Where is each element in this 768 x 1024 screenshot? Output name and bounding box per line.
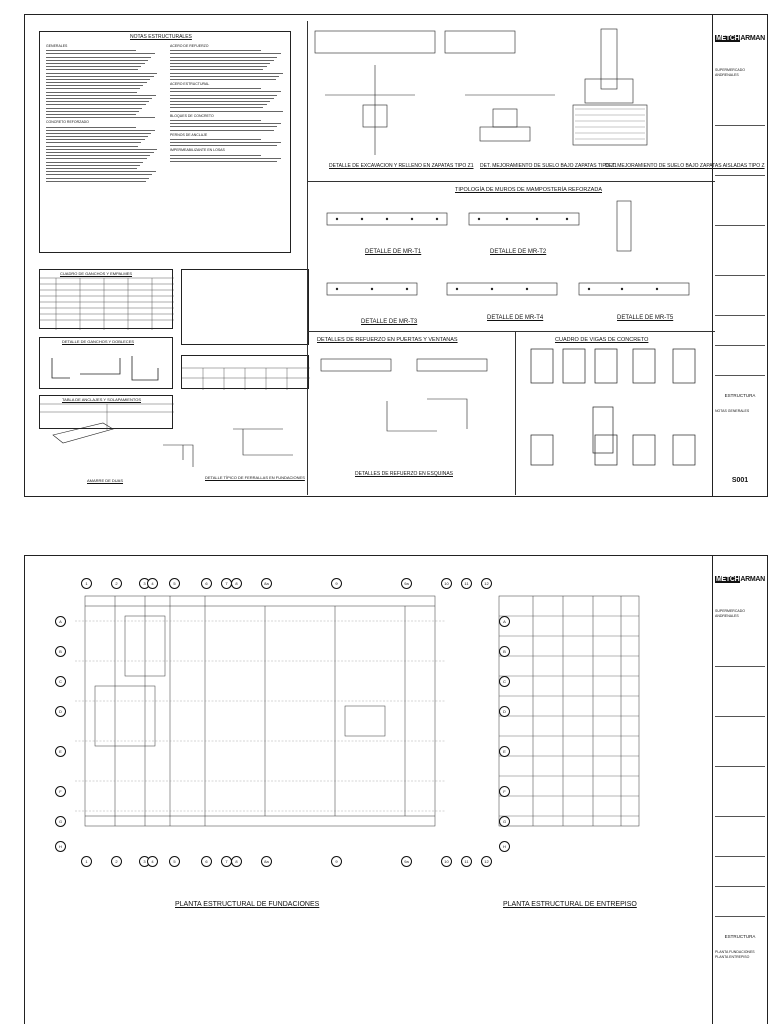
- grid-bubble: 10: [441, 578, 452, 589]
- general-notes-panel: [39, 31, 291, 253]
- note-text-line: [46, 98, 152, 99]
- grid-bubble: 3: [139, 856, 150, 867]
- grid-bubble: D: [499, 706, 510, 717]
- grid-bubble: 2: [111, 578, 122, 589]
- grid-bubble: 2: [111, 856, 122, 867]
- note-text-line: [170, 63, 270, 64]
- sheet-number: S001: [731, 477, 749, 484]
- grid-bubble: 1: [81, 578, 92, 589]
- tipologia-title: TIPOLOGÍA DE MUROS DE MAMPOSTERÍA REFORZADA: [455, 187, 602, 193]
- note-text-line: [170, 130, 274, 131]
- notes-column-right: [170, 44, 284, 164]
- note-text-line: [46, 174, 152, 175]
- note-text-line: [46, 111, 139, 112]
- grid-bubble: 8: [231, 578, 242, 589]
- grid-bubble: 4: [147, 856, 158, 867]
- grid-bubble: F: [499, 786, 510, 797]
- ferralla-title: DETALLE TÍPICO DE FERRALLAS EN FUNDACIONES: [205, 475, 305, 480]
- grid-bubble: 6: [201, 856, 212, 867]
- grid-bubble: G: [55, 816, 66, 827]
- drawing-sheet-plans: [24, 555, 768, 1024]
- note-text-line: [46, 158, 147, 159]
- note-text-line: [46, 127, 136, 128]
- note-text-line: [170, 60, 274, 61]
- note-text-line: [46, 171, 156, 172]
- divider-h1: [307, 181, 715, 182]
- anchors-title: TABLA DE ANCLAJES Y SOLAPAMIENTOS: [62, 397, 141, 402]
- note-text-line: [170, 50, 261, 51]
- esquinas-title: DETALLES DE REFUERZO EN ESQUINAS: [355, 471, 453, 477]
- footing-sketches: [43, 415, 303, 475]
- firm-logo: METCHARMAN: [716, 576, 765, 583]
- masonry-walls: [317, 201, 707, 311]
- note-text-line: [170, 142, 281, 143]
- note-text-line: [46, 108, 142, 109]
- vigas-title: CUADRO DE VIGAS DE CONCRETO: [555, 337, 649, 343]
- splice-table: [39, 269, 173, 329]
- note-text-line: [46, 162, 143, 163]
- note-text-line: [170, 79, 276, 80]
- note-text-line: [46, 88, 140, 89]
- discipline-label: ESTRUCTURA: [724, 393, 756, 398]
- note-text-line: [170, 98, 274, 99]
- note-text-line: [46, 53, 155, 54]
- note-text-line: [170, 107, 263, 108]
- grid-bubble: B: [55, 646, 66, 657]
- mr-t2-title: DETALLE DE MR-T2: [490, 249, 547, 255]
- grid-bubble: 4: [147, 578, 158, 589]
- note-text-line: [46, 79, 150, 80]
- grid-bubble: H: [499, 841, 510, 852]
- misc-detail-b-grid: [182, 356, 310, 390]
- mr-t5-title: DETALLE DE MR-T5: [617, 315, 674, 321]
- grid-bubble: B: [499, 646, 510, 657]
- grid-bubble: 1: [81, 856, 92, 867]
- hooks-drawing: [40, 338, 174, 390]
- note-text-line: [46, 60, 148, 61]
- mr-t3-title: DETALLE DE MR-T3: [361, 319, 418, 325]
- notes-column-left: [46, 44, 158, 184]
- note-text-line: [46, 178, 149, 179]
- note-text-line: [46, 85, 143, 86]
- note-text-line: [170, 88, 261, 89]
- grid-bubble: 12: [481, 856, 492, 867]
- note-text-line: [46, 181, 146, 182]
- grid-bubble: E: [499, 746, 510, 757]
- grid-bubble: D: [55, 706, 66, 717]
- note-text-line: [170, 53, 281, 54]
- notes-heading: IMPERMEABILIZANTE EN LOSAS: [170, 148, 225, 153]
- note-text-line: [46, 165, 140, 166]
- note-text-line: [46, 104, 146, 105]
- grid-bubble: 8: [231, 856, 242, 867]
- grid-bubble: 9a: [401, 856, 412, 867]
- note-text-line: [170, 95, 277, 96]
- project-name: SUPERMERCADO ANDRENALES: [715, 609, 745, 618]
- grid-bubble: 7: [221, 856, 232, 867]
- sheet-name: NOTAS GENERALES: [715, 409, 750, 413]
- note-text-line: [170, 101, 270, 102]
- note-text-line: [46, 95, 156, 96]
- note-text-line: [46, 139, 145, 140]
- note-text-line: [46, 82, 147, 83]
- note-text-line: [46, 146, 138, 147]
- mr-t4-title: DETALLE DE MR-T4: [487, 315, 544, 321]
- divider-v2: [515, 331, 516, 495]
- grid-bubble: 3: [139, 578, 150, 589]
- note-text-line: [46, 69, 138, 70]
- improv2-title: DET. MEJORAMIENTO DE SUELO BAJO ZAPATAS AISLADAS TIPO Z: [605, 163, 765, 169]
- grid-bubble: 10: [441, 856, 452, 867]
- discipline-label: ESTRUCTURA: [724, 934, 756, 939]
- note-text-line: [170, 76, 279, 77]
- note-text-line: [46, 155, 150, 156]
- notes-heading: BLOQUES DE CONCRETO: [170, 113, 214, 118]
- amarre-title: AMARRE DE DUAS: [87, 478, 124, 483]
- note-text-line: [46, 142, 141, 143]
- grid-bubble: F: [55, 786, 66, 797]
- grid-bubble: E: [55, 746, 66, 757]
- grid-bubble: A: [499, 616, 510, 627]
- grid-bubble: 9: [331, 578, 342, 589]
- mezzanine-plan-title: PLANTA ESTRUCTURAL DE ENTREPISO: [503, 901, 637, 908]
- note-text-line: [46, 66, 141, 67]
- note-text-line: [46, 101, 149, 102]
- foundation-plan-drawing: [75, 576, 455, 866]
- project-name: SUPERMERCADO ANDRENALES: [715, 68, 745, 77]
- note-text-line: [46, 149, 157, 150]
- sheet-divider: [307, 21, 308, 495]
- grid-bubble: 12: [481, 578, 492, 589]
- grid-bubble: 9: [331, 856, 342, 867]
- sheet-name: PLANTA FUNDACIONES PLANTA ENTREPISO: [715, 950, 755, 959]
- note-text-line: [46, 92, 137, 93]
- note-text-line: [170, 120, 261, 121]
- notes-heading: ACERO ESTRUCTURAL: [170, 82, 210, 87]
- puertas-title: DETALLES DE REFUERZO EN PUERTAS Y VENTANAS: [317, 337, 458, 343]
- notes-heading: CONCRETO REFORZADO: [46, 120, 89, 125]
- excav-title: DETALLE DE EXCAVACION Y RELLENO EN ZAPATAS TIPO Z1: [329, 163, 474, 169]
- note-text-line: [46, 57, 151, 58]
- grid-bubble: 7: [221, 578, 232, 589]
- note-text-line: [170, 69, 263, 70]
- note-text-line: [170, 73, 283, 74]
- title-block-2: [712, 556, 767, 1024]
- note-text-line: [170, 158, 281, 159]
- note-text-line: [46, 63, 145, 64]
- note-text-line: [170, 57, 277, 58]
- grid-bubble: C: [55, 676, 66, 687]
- hooks-detail: [39, 337, 173, 389]
- note-text-line: [46, 168, 137, 169]
- notes-heading: GENERALES: [46, 44, 68, 48]
- firm-logo: METCHARMAN: [716, 35, 765, 42]
- grid-bubble: 5: [169, 578, 180, 589]
- foundation-sections: [315, 25, 715, 155]
- note-text-line: [46, 114, 136, 115]
- beam-sections: [523, 345, 713, 485]
- grid-bubble: 11: [461, 578, 472, 589]
- notes-heading: ACERO DE REFUERZO: [170, 44, 209, 48]
- note-text-line: [46, 133, 151, 134]
- note-text-line: [170, 126, 277, 127]
- note-text-line: [46, 76, 154, 77]
- note-text-line: [170, 91, 281, 92]
- note-text-line: [46, 117, 155, 118]
- grid-bubble: 9a: [401, 578, 412, 589]
- misc-detail-b: [181, 355, 309, 389]
- grid-bubble: 8a: [261, 578, 272, 589]
- hooks-title: DETALLE DE GANCHOS Y DOBLECES: [62, 339, 135, 344]
- mezzanine-plan-drawing: [493, 576, 653, 866]
- note-text-line: [170, 155, 261, 156]
- door-window-details: [317, 351, 507, 481]
- note-text-line: [170, 111, 283, 112]
- grid-bubble: 8a: [261, 856, 272, 867]
- divider-h2: [307, 331, 715, 332]
- drawing-sheet-s001: [24, 14, 768, 497]
- note-text-line: [170, 139, 261, 140]
- grid-bubble: G: [499, 816, 510, 827]
- note-text-line: [46, 73, 157, 74]
- grid-bubble: 6: [201, 578, 212, 589]
- misc-detail-a: [181, 269, 309, 345]
- note-text-line: [170, 145, 277, 146]
- note-text-line: [170, 66, 267, 67]
- splice-table-title: CUADRO DE GANCHOS Y EMPALMES: [60, 271, 133, 276]
- improv1-title: DET. MEJORAMIENTO DE SUELO BAJO ZAPATAS TIPO Z1: [480, 163, 617, 169]
- title-block: [712, 15, 767, 496]
- note-text-line: [46, 136, 148, 137]
- note-text-line: [170, 104, 267, 105]
- note-text-line: [46, 50, 136, 51]
- splice-table-grid: [40, 270, 174, 330]
- note-text-line: [46, 152, 154, 153]
- grid-bubble: H: [55, 841, 66, 852]
- note-text-line: [46, 130, 155, 131]
- grid-bubble: 11: [461, 856, 472, 867]
- grid-bubble: 5: [169, 856, 180, 867]
- mr-t1-title: DETALLE DE MR-T1: [365, 249, 422, 255]
- notes-title: NOTAS ESTRUCTURALES: [130, 34, 192, 40]
- notes-heading: PERNOS DE ANCLAJE: [170, 132, 208, 137]
- grid-bubble: A: [55, 616, 66, 627]
- note-text-line: [170, 123, 281, 124]
- foundation-plan-title: PLANTA ESTRUCTURAL DE FUNDACIONES: [175, 901, 320, 908]
- grid-bubble: C: [499, 676, 510, 687]
- note-text-line: [170, 161, 277, 162]
